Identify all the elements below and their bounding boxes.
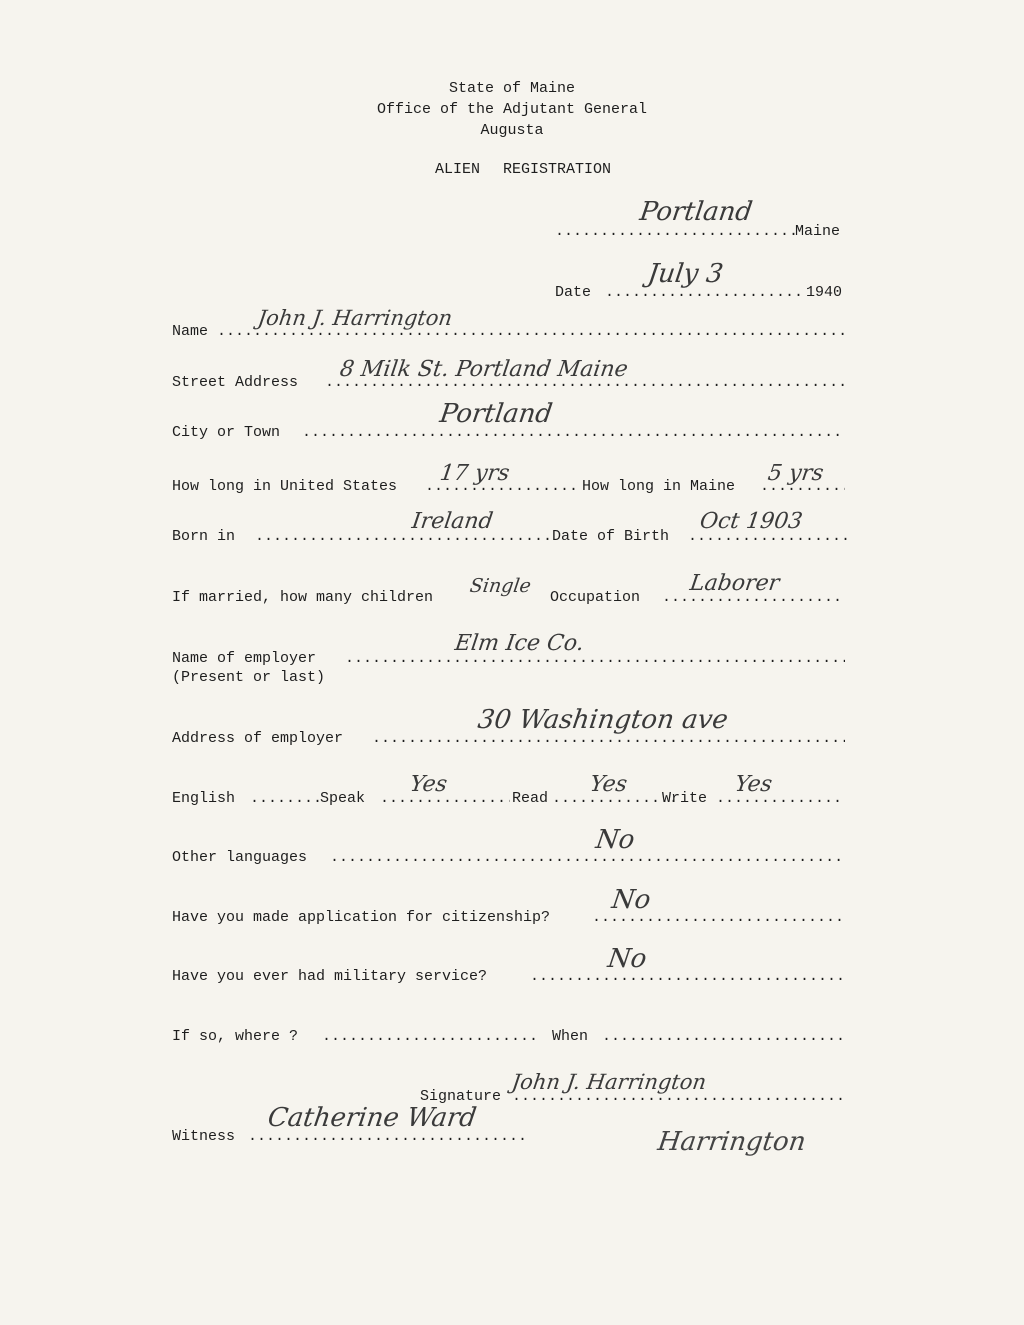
how-long-maine-label: How long in Maine xyxy=(582,478,736,495)
city-label: City or Town xyxy=(172,424,281,441)
employer-dots xyxy=(345,650,845,668)
other-languages-label: Other languages xyxy=(172,849,308,866)
write-label: Write xyxy=(662,790,708,807)
header-office: Office of the Adjutant General xyxy=(376,101,648,118)
speak-value: Yes xyxy=(408,772,449,797)
header-city: Augusta xyxy=(480,122,544,139)
city-dots xyxy=(302,424,845,442)
military-dots xyxy=(530,968,845,986)
occupation-label: Occupation xyxy=(550,589,641,606)
born-in-value: Ireland xyxy=(410,509,495,534)
dob-value: Oct 1903 xyxy=(698,509,805,534)
military-value: No xyxy=(605,944,649,974)
read-label: Read xyxy=(512,790,549,807)
street-value: 8 Milk St. Portland Maine xyxy=(338,357,630,382)
date-label: Date xyxy=(555,284,592,301)
place-suffix: Maine xyxy=(795,223,841,240)
dob-label: Date of Birth xyxy=(552,528,670,545)
english-label: English xyxy=(172,790,236,807)
where-label: If so, where ? xyxy=(172,1028,299,1045)
military-label: Have you ever had military service? xyxy=(172,968,488,985)
header-state: State of Maine xyxy=(448,80,576,97)
other-languages-dots xyxy=(330,849,845,867)
read-value: Yes xyxy=(588,772,629,797)
english-dots xyxy=(250,790,320,808)
how-long-us-value: 17 yrs xyxy=(438,461,512,486)
witness-label: Witness xyxy=(172,1128,236,1145)
born-in-dots xyxy=(255,528,550,546)
street-label: Street Address xyxy=(172,374,299,391)
date-value: July 3 xyxy=(645,259,726,289)
other-languages-value: No xyxy=(593,825,637,855)
date-year: 1940 xyxy=(806,284,843,301)
employer-address-label: Address of employer xyxy=(172,730,344,747)
citizenship-value: No xyxy=(609,885,653,915)
employer-label: Name of employer xyxy=(172,650,317,667)
employer-address-value: 30 Washington ave xyxy=(475,705,730,735)
where-dots xyxy=(322,1028,540,1046)
signature-value: John J. Harrington xyxy=(510,1070,708,1094)
when-dots xyxy=(602,1028,845,1046)
how-long-maine-value: 5 yrs xyxy=(766,461,826,486)
occupation-value: Laborer xyxy=(688,571,781,596)
margin-note: Harrington xyxy=(655,1127,808,1157)
how-long-us-label: How long in United States xyxy=(172,478,398,495)
citizenship-label: Have you made application for citizenship? xyxy=(172,909,551,926)
children-label: If married, how many children xyxy=(172,589,434,606)
children-value: Single xyxy=(468,575,533,597)
place-value: Portland xyxy=(637,197,755,227)
witness-value: Catherine Ward xyxy=(265,1103,479,1133)
name-value: John J. Harrington xyxy=(256,306,454,330)
signature-label: Signature xyxy=(420,1088,502,1105)
write-value: Yes xyxy=(733,772,774,797)
name-label: Name xyxy=(172,323,209,340)
when-label: When xyxy=(552,1028,589,1045)
employer-sublabel: (Present or last) xyxy=(172,669,326,686)
born-in-label: Born in xyxy=(172,528,236,545)
speak-label: Speak xyxy=(320,790,366,807)
city-value: Portland xyxy=(437,399,555,429)
form-title: ALIEN REGISTRATION xyxy=(435,161,612,178)
employer-value: Elm Ice Co. xyxy=(453,631,586,656)
